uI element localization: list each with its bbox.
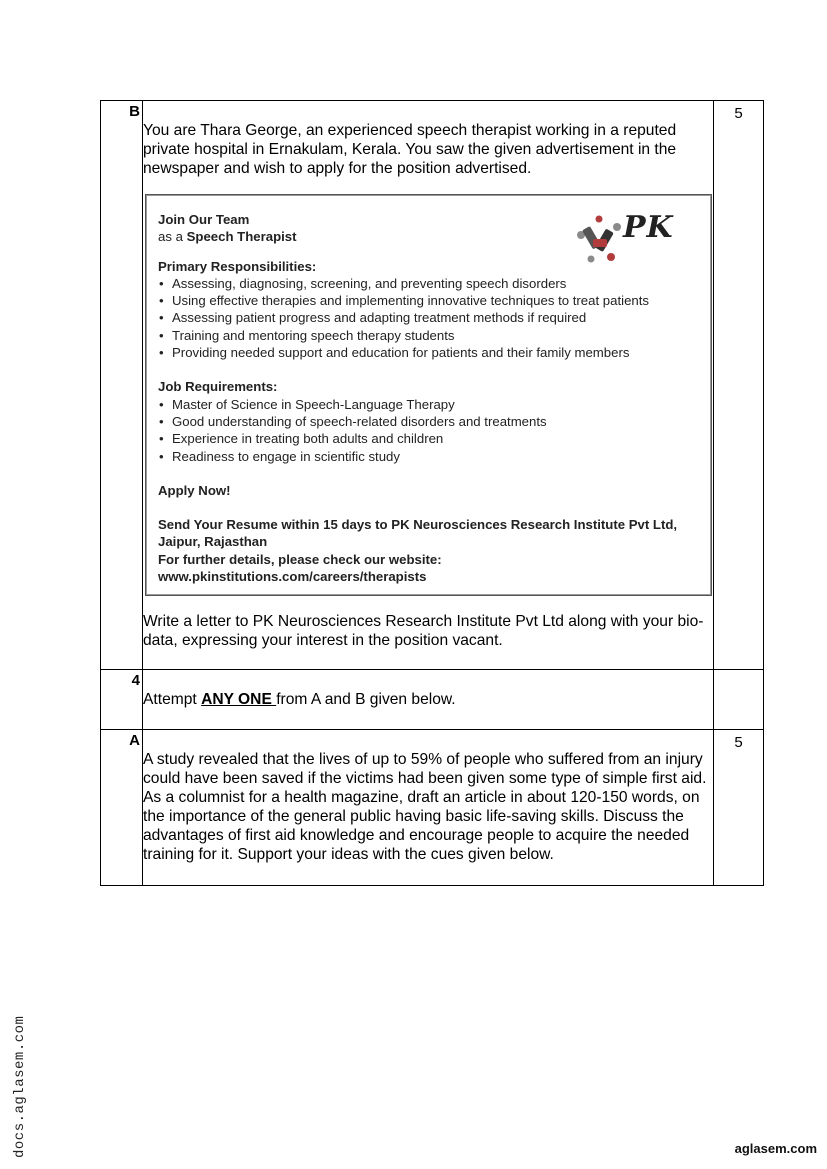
advert-role: Speech Therapist [186,229,297,245]
question-intro: You are Thara George, an experienced speech therapist working in a reputed private hospital in Ernakulam, Kerala. You saw the given advertisement in the newspaper and wish to apply for the position advertised. [143,122,677,177]
apply-now: Apply Now! [158,482,231,498]
advert-heading: Join Our Team [158,212,250,227]
pk-logo-icon [573,213,625,267]
question-text: A study revealed that the lives of up to 59% of people who suffered from an injury could have been saved if the victims had been given some type of simple first aid. As a columnist for a health magazine, draft an article in about 120-150 words, on the importance of the general public having basic life-saving skills. Discuss the advantages of first aid knowledge and encourage people to acquire the needed training for it. Support your ideas with the cues given below. [143,751,707,863]
watermark-left: docs.aglasem.com [12,1015,28,1158]
list-item: • Experience in treating both adults and children [158,430,699,447]
requirements-title: Job Requirements: [158,379,278,395]
logo-text: PK [623,210,674,245]
requirements-list [158,396,699,465]
marks-cell: 5 [714,730,764,886]
question-row-a [101,730,764,886]
question-label: A [101,730,143,886]
list-item: • Master of Science in Speech-Language Therapy [158,396,699,413]
question-body [143,730,714,886]
list-item: • Readiness to engage in scientific study [158,448,699,465]
list-item: • Assessing, diagnosing, screening, and preventing speech disorders [158,275,699,292]
list-item: • Providing needed support and education for patients and their family members [158,344,699,361]
job-advertisement [145,194,712,596]
responsibilities-title: Primary Responsibilities: [158,258,317,274]
question-body [143,670,714,730]
question-body [143,101,714,670]
marks-cell: 5 [714,101,764,670]
list-item: • Assessing patient progress and adapting treatment methods if required [158,309,699,326]
instruction-emphasis: ANY ONE [201,691,277,708]
question-label: 4 [101,670,143,730]
question-instruction: Attempt ANY ONE from A and B given below. [143,691,456,708]
question-task: Write a letter to PK Neurosciences Research Institute Pvt Ltd along with your bio-data, expressing your interest in the position vacant. [143,613,704,650]
list-item: • Training and mentoring speech therapy students [158,327,699,344]
question-label: B [101,101,143,670]
advert-subheading: as a Speech Therapist [158,229,297,245]
watermark-right: aglasem.com [734,1141,817,1156]
list-item: • Good understanding of speech-related disorders and treatments [158,413,699,430]
responsibilities-list [158,275,699,361]
further-details-text: For further details, please check our website: www.pkinstitutions.com/careers/therapists [158,551,442,585]
pk-logo [573,210,677,267]
question-row-4 [101,670,764,730]
question-row-b [101,101,764,670]
marks-cell [714,670,764,730]
send-resume-text: Send Your Resume within 15 days to PK Neurosciences Research Institute Pvt Ltd, Jaipur, Rajasthan [158,517,678,550]
list-item: • Using effective therapies and implementing innovative techniques to treat patients [158,292,699,309]
question-table [100,100,764,886]
